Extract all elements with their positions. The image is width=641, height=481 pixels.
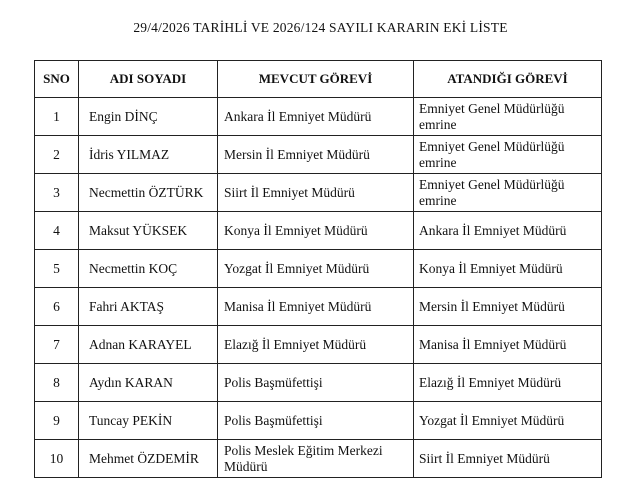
row-current-duty (218, 250, 414, 288)
row-name: Tuncay PEKİN (79, 402, 218, 440)
row-name: Maksut YÜKSEK (79, 212, 218, 250)
row-appointed-duty (414, 212, 602, 250)
current-duty-line: Polis Başmüfettişi (224, 412, 323, 428)
table-row (35, 98, 602, 136)
appointed-duty-line: emrine (419, 192, 457, 208)
row-current-duty (218, 174, 414, 212)
appointed-duty-line: Mersin İl Emniyet Müdürü (419, 298, 565, 314)
table-row (35, 402, 602, 440)
row-appointed-duty (414, 326, 602, 364)
row-appointed-duty (414, 364, 602, 402)
table-row (35, 440, 602, 478)
current-duty-line: Elazığ İl Emniyet Müdürü (224, 336, 367, 352)
row-appointed-duty (414, 98, 602, 136)
current-duty-line: Polis Meslek Eğitim Merkezi (224, 442, 383, 458)
current-duty-line: Konya İl Emniyet Müdürü (224, 222, 368, 238)
table-row (35, 212, 602, 250)
row-current-duty (218, 364, 414, 402)
header-name: ADI SOYADI (79, 61, 218, 98)
appointed-duty-line: Ankara İl Emniyet Müdürü (419, 222, 567, 238)
row-sno: 8 (35, 364, 79, 402)
row-sno: 2 (35, 136, 79, 174)
header-sno: SNO (35, 61, 79, 98)
appointed-duty-line: Yozgat İl Emniyet Müdürü (419, 412, 565, 428)
appointed-duty-line: Siirt İl Emniyet Müdürü (419, 450, 550, 466)
appointed-duty-line: emrine (419, 154, 457, 170)
row-name: İdris YILMAZ (79, 136, 218, 174)
row-appointed-duty (414, 440, 602, 478)
row-sno: 3 (35, 174, 79, 212)
appointed-duty-line: Konya İl Emniyet Müdürü (419, 260, 563, 276)
row-sno: 6 (35, 288, 79, 326)
row-current-duty (218, 440, 414, 478)
appointed-duty-line: Emniyet Genel Müdürlüğü (419, 100, 565, 116)
row-appointed-duty (414, 174, 602, 212)
current-duty-line: Yozgat İl Emniyet Müdürü (224, 260, 370, 276)
row-appointed-duty (414, 288, 602, 326)
table-header-row (35, 61, 602, 98)
row-appointed-duty (414, 250, 602, 288)
row-sno: 1 (35, 98, 79, 136)
table-row (35, 136, 602, 174)
row-sno: 7 (35, 326, 79, 364)
row-current-duty (218, 402, 414, 440)
row-sno: 5 (35, 250, 79, 288)
header-appointed-duty: ATANDIĞI GÖREVİ (414, 61, 602, 98)
row-appointed-duty (414, 136, 602, 174)
current-duty-line: Mersin İl Emniyet Müdürü (224, 146, 370, 162)
row-sno: 4 (35, 212, 79, 250)
header-current-duty: MEVCUT GÖREVİ (218, 61, 414, 98)
row-name: Necmettin ÖZTÜRK (79, 174, 218, 212)
table-row (35, 288, 602, 326)
row-name: Engin DİNÇ (79, 98, 218, 136)
table-body (35, 98, 602, 478)
row-sno: 10 (35, 440, 79, 478)
row-name: Necmettin KOÇ (79, 250, 218, 288)
appointed-duty-line: emrine (419, 116, 457, 132)
row-current-duty (218, 326, 414, 364)
current-duty-line: Manisa İl Emniyet Müdürü (224, 298, 372, 314)
row-current-duty (218, 98, 414, 136)
appointment-table (34, 60, 602, 478)
current-duty-line: Polis Başmüfettişi (224, 374, 323, 390)
current-duty-line: Müdürü (224, 458, 268, 474)
appointed-duty-line: Manisa İl Emniyet Müdürü (419, 336, 567, 352)
row-name: Adnan KARAYEL (79, 326, 218, 364)
table-row (35, 250, 602, 288)
appointed-duty-line: Emniyet Genel Müdürlüğü (419, 176, 565, 192)
row-name: Fahri AKTAŞ (79, 288, 218, 326)
row-sno: 9 (35, 402, 79, 440)
table-row (35, 174, 602, 212)
appointed-duty-line: Elazığ İl Emniyet Müdürü (419, 374, 562, 390)
row-current-duty (218, 136, 414, 174)
current-duty-line: Siirt İl Emniyet Müdürü (224, 184, 355, 200)
current-duty-line: Ankara İl Emniyet Müdürü (224, 108, 372, 124)
row-current-duty (218, 212, 414, 250)
row-name: Aydın KARAN (79, 364, 218, 402)
table-row (35, 326, 602, 364)
row-name: Mehmet ÖZDEMİR (79, 440, 218, 478)
row-appointed-duty (414, 402, 602, 440)
appointed-duty-line: Emniyet Genel Müdürlüğü (419, 138, 565, 154)
table-row (35, 364, 602, 402)
document-title: 29/4/2026 TARİHLİ VE 2026/124 SAYILI KARARIN EKİ LİSTE (133, 20, 508, 35)
row-current-duty (218, 288, 414, 326)
